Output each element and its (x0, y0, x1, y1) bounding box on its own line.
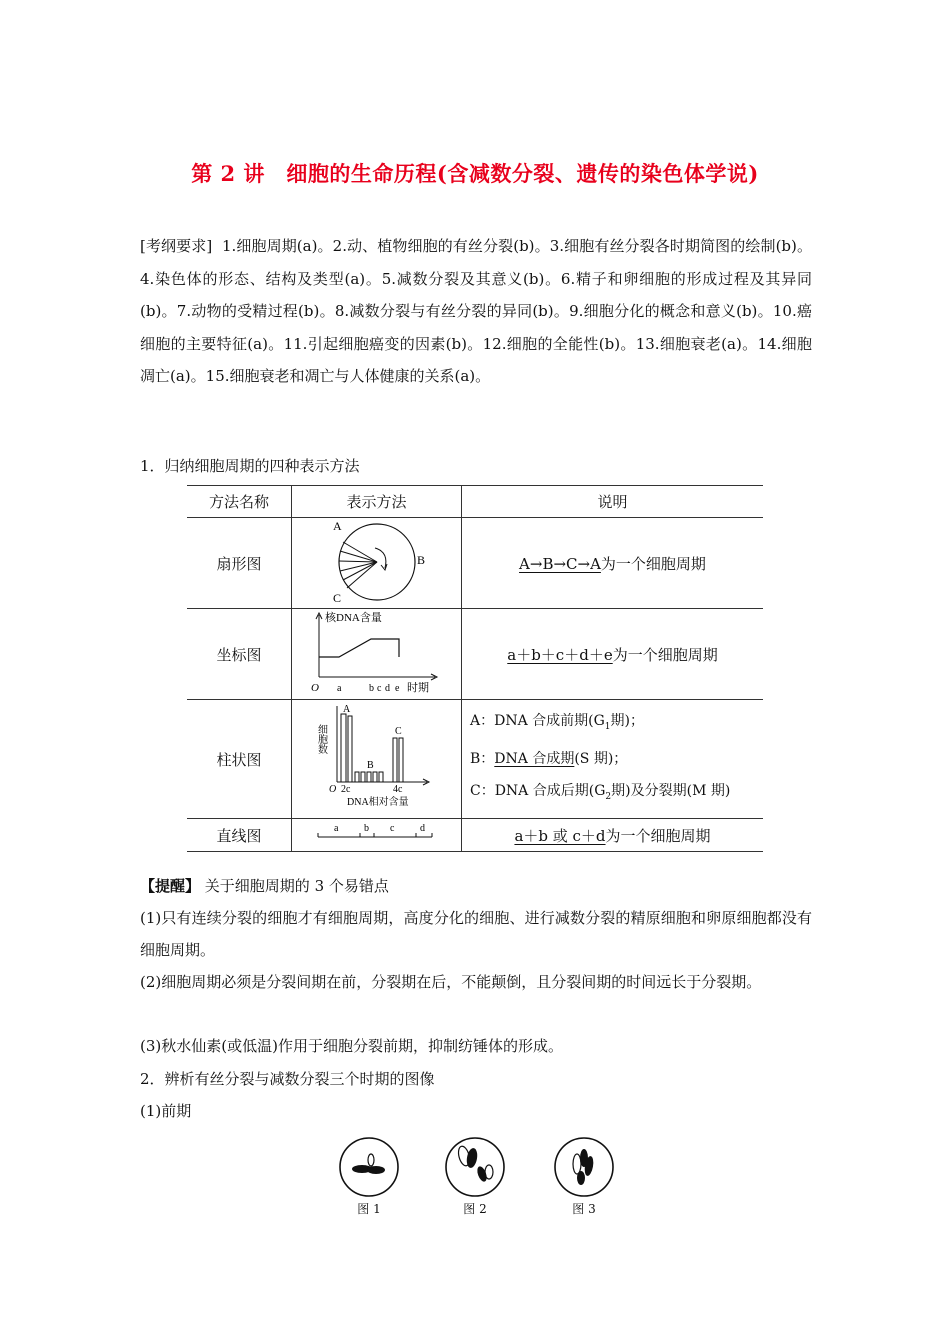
syllabus-requirements (140, 230, 812, 393)
reminder-point: (2)细胞周期必须是分裂间期在前，分裂期在后，不能颠倒，且分裂间期的时间远长于分裂期。 (140, 973, 762, 991)
sector-diagram (317, 518, 437, 604)
coordinate-graph (307, 609, 447, 695)
page-title: 第 2 讲 细胞的生命历程(含减数分裂、遗传的染色体学说) (191, 161, 759, 186)
cell-cycle-methods-table (187, 485, 763, 852)
method-name: 坐标图 (187, 609, 292, 700)
bar-label-c: C (394, 726, 402, 737)
reminder-title-line (140, 870, 812, 902)
explanation-underlined: a＋b＋c＋d＋e (507, 645, 613, 664)
bar-y-label: 细胞数 (315, 724, 326, 754)
section2-subheading: (1)前期 (140, 1102, 192, 1120)
bar-tick-4c: 4c (392, 784, 402, 795)
graph-tick-d: d (384, 683, 390, 694)
phase-c-line: C：DNA 合成后期($G_2$期)及分裂期(M 期) (470, 783, 731, 802)
table-header-cell: 表示方法 (292, 486, 462, 518)
explanation-underlined: a＋b 或 c＋d (514, 826, 606, 845)
graph-y-label: 核DNA含量 (324, 612, 382, 624)
method-explanation (462, 518, 764, 609)
table-row (187, 700, 763, 819)
method-explanation (462, 700, 764, 819)
explanation-rest: 为一个细胞周期 (605, 826, 711, 845)
bar-x-label: DNA相对含量 (346, 797, 409, 808)
section1-heading: 1．归纳细胞周期的四种表示方法 (140, 457, 360, 475)
phase-b-line: B：DNA 合成期(S 期)； (470, 751, 628, 767)
line-label-c: c (389, 823, 394, 834)
graph-tick-b: b (368, 683, 374, 694)
line-label-b: b (363, 823, 369, 834)
prophase-figure-3 (553, 1136, 615, 1198)
graph-x-label: 时期 (406, 682, 429, 694)
reminder-point: (3)秋水仙素(或低温)作用于细胞分裂前期，抑制纺锤体的形成。 (140, 1037, 563, 1055)
method-name: 柱状图 (187, 700, 292, 819)
coordinate-graph-cell (292, 609, 462, 700)
bar-diagram-cell (292, 700, 462, 819)
bar-tick-2c: 2c (340, 784, 350, 795)
prophase-figure-2 (444, 1136, 506, 1198)
figure-caption-3: 图 3 (572, 1202, 596, 1216)
prophase-figure-1 (338, 1136, 400, 1198)
requirements-label: [考纲要求] (140, 237, 213, 255)
table-row (187, 819, 763, 852)
line-label-a: a (333, 823, 338, 834)
table-row (187, 609, 763, 700)
table-header-cell: 方法名称 (187, 486, 292, 518)
phase-a-line: A：DNA 合成前期($G_1$期)； (470, 713, 644, 732)
explanation-rest: 为一个细胞周期 (612, 645, 718, 664)
bar-label-a: A (342, 704, 350, 715)
section2-heading: 2．辨析有丝分裂与减数分裂三个时期的图像 (140, 1070, 435, 1088)
bar-label-b: B (366, 760, 374, 771)
table-header-row (187, 486, 763, 518)
sector-label-b: B (416, 553, 425, 567)
figure-caption-2: 图 2 (463, 1202, 487, 1216)
graph-origin: O (310, 682, 319, 694)
line-diagram (312, 819, 442, 847)
table-header-cell: 说明 (462, 486, 764, 518)
method-name: 扇形图 (187, 518, 292, 609)
reminder-point: (1)只有连续分裂的细胞才有细胞周期，高度分化的细胞、进行减数分裂的精原细胞和卵原细胞都没有细胞周期。 (140, 909, 812, 959)
reminder-title: 关于细胞周期的 3 个易错点 (204, 877, 389, 895)
graph-tick-e: e (394, 683, 399, 694)
graph-tick-a: a (336, 683, 341, 694)
reminder-label: 【提醒】 (140, 877, 201, 895)
requirements-text: 1.细胞周期(a)。2.动、植物细胞的有丝分裂(b)。3.细胞有丝分裂各时期简图的绘制(b)。4.染色体的形态、结构及类型(a)。5.减数分裂及其意义(b)。6.精子和卵细胞的形成过程及其异同(b)。7.动物的受精过程(b)。8.减数分裂与有丝分裂的异同(b)。9.细胞分化的概念和意义(b)。10.癌细胞的主要特征(a)。11.引起细胞癌变的因素(b)。12.细胞的全能性(b)。13.细胞衰老(a)。14.细胞凋亡(a)。15.细胞衰老和凋亡与人体健康的关系(a)。 (140, 237, 812, 385)
bar-diagram (317, 702, 437, 812)
explanation-underlined: A→B→C→A (519, 554, 601, 573)
explanation-rest: 为一个细胞周期 (600, 554, 706, 573)
method-explanation (462, 609, 764, 700)
sector-label-a: A (332, 519, 342, 533)
sector-diagram-cell (292, 518, 462, 609)
method-name: 直线图 (187, 819, 292, 852)
line-label-d: d (419, 823, 425, 834)
figure-caption-1: 图 1 (357, 1202, 381, 1216)
sector-label-c: C (332, 591, 341, 605)
line-diagram-cell (292, 819, 462, 852)
graph-tick-c: c (376, 683, 381, 694)
bar-origin: O (328, 784, 336, 795)
method-explanation (462, 819, 764, 852)
table-row (187, 518, 763, 609)
